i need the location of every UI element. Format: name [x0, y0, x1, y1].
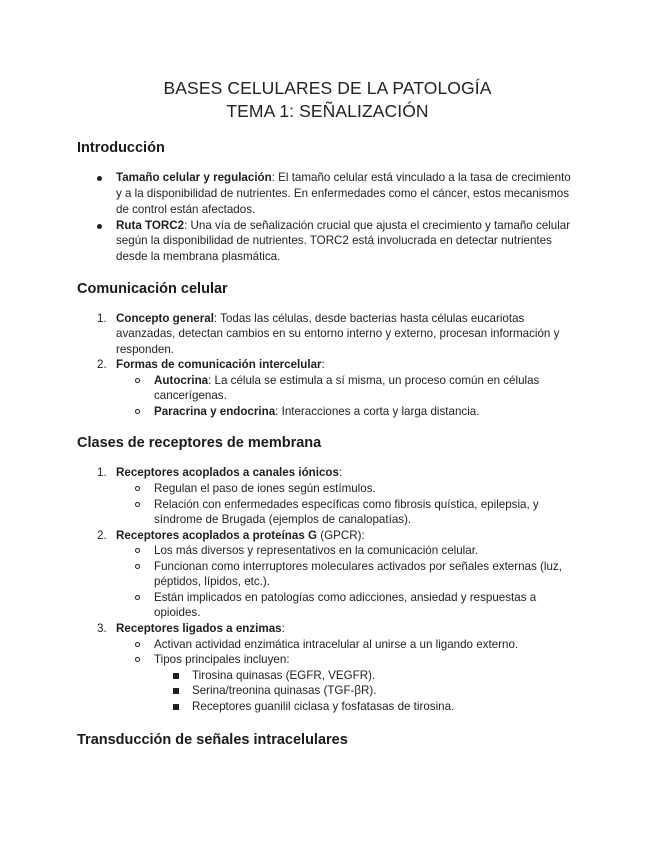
bullet-ring-icon	[135, 642, 140, 647]
bullet-ring-icon	[135, 564, 140, 569]
list-item: Activan actividad enzimática intracelular al unirse a un ligando externo.	[154, 638, 519, 651]
item-label: Receptores ligados a enzimas	[116, 622, 282, 635]
item-label: Receptores acoplados a proteínas G	[116, 529, 318, 542]
list-item: Tirosina quinasas (EGFR, VEGFR).	[192, 669, 376, 682]
list-item	[116, 621, 285, 637]
item-text-line: opioides.	[154, 606, 201, 619]
list-item	[116, 357, 325, 373]
list-item	[154, 404, 479, 420]
bullet-dot-icon	[97, 224, 102, 229]
heading-comunicacion: Comunicación celular	[77, 281, 228, 297]
item-text-line: cancerígenas.	[154, 389, 227, 402]
heading-receptores: Clases de receptores de membrana	[77, 435, 322, 451]
list-number: 1.	[97, 312, 107, 325]
item-label: Receptores acoplados a canales iónicos	[116, 466, 339, 479]
list-item: Los más diversos y representativos en la comunicación celular.	[154, 544, 479, 557]
item-label: Autocrina	[154, 374, 209, 387]
bullet-square-icon	[173, 704, 179, 710]
bullet-ring-icon	[135, 486, 140, 491]
item-text-line: y a la disponibilidad de nutrientes. En enfermedades como el cáncer, estos mecanismos	[116, 187, 570, 200]
item-text: :	[321, 358, 325, 371]
bullet-ring-icon	[135, 502, 140, 507]
bullet-square-icon	[173, 673, 179, 679]
list-item	[154, 373, 539, 389]
list-item	[116, 528, 365, 544]
document-title-line1: BASES CELULARES DE LA PATOLOGÍA	[163, 78, 492, 98]
bullet-dot-icon	[97, 176, 102, 181]
item-text-line: responden.	[116, 343, 175, 356]
item-text-line: avanzadas, detectan cambios en su entorno interno y externo, procesan información y	[116, 327, 560, 340]
list-number: 3.	[97, 622, 107, 635]
item-text-line: síndrome de Brugada (ejemplos de canalopatías).	[154, 513, 412, 526]
list-item: Relación con enfermedades específicas como fibrosis quística, epilepsia, y	[154, 498, 539, 511]
item-text: :	[338, 466, 343, 479]
item-text: : El tamaño celular está vinculado a la tasa de crecimiento	[271, 171, 571, 184]
list-item: Tipos principales incluyen:	[154, 653, 290, 666]
heading-transduccion: Transducción de señales intracelulares	[77, 732, 348, 748]
list-item: Funcionan como interruptores moleculares activados por señales externas (luz,	[154, 560, 562, 573]
list-item	[116, 218, 570, 234]
bullet-ring-icon	[135, 378, 140, 383]
bullet-square-icon	[173, 688, 179, 694]
bullet-ring-icon	[135, 657, 140, 662]
item-text-line: de control están afectados.	[116, 203, 256, 216]
list-item: Receptores guanilil ciclasa y fosfatasas de tirosina.	[192, 700, 455, 713]
list-item: Serina/treonina quinasas (TGF-βR).	[192, 684, 377, 697]
list-number: 1.	[97, 466, 107, 479]
item-text: : Una vía de señalización crucial que ajusta el crecimiento y tamaño celular	[184, 219, 571, 232]
item-label: Paracrina y endocrina	[154, 405, 276, 418]
list-item	[116, 170, 571, 186]
list-item: Están implicados en patologías como adicciones, ansiedad y respuestas a	[154, 591, 537, 604]
list-item: Regulan el paso de iones según estímulos.	[154, 482, 376, 495]
item-label: Ruta TORC2	[116, 219, 185, 232]
item-text: (GPCR):	[317, 529, 365, 542]
item-text: : Todas las células, desde bacterias hasta células eucariotas	[213, 312, 525, 325]
item-text: :	[281, 622, 285, 635]
item-text-line: péptidos, lípidos, etc.).	[154, 575, 270, 588]
document-title-line2: TEMA 1: SEÑALIZACIÓN	[226, 101, 429, 121]
bullet-ring-icon	[135, 595, 140, 600]
item-label: Formas de comunicación intercelular	[116, 358, 322, 371]
list-number: 2.	[97, 358, 107, 371]
item-label: Concepto general	[116, 312, 214, 325]
list-item	[116, 465, 342, 481]
item-label: Tamaño celular y regulación	[116, 171, 272, 184]
list-item	[116, 311, 524, 327]
item-text-line: desde la membrana plasmática.	[116, 250, 281, 263]
bullet-ring-icon	[135, 548, 140, 553]
item-text-line: según la disponibilidad de nutrientes. TORC2 está involucrada en detectar nutrientes	[116, 234, 552, 247]
item-text: : Interacciones a corta y larga distancia.	[275, 405, 480, 418]
heading-introduccion: Introducción	[77, 140, 165, 156]
bullet-ring-icon	[135, 409, 140, 414]
list-number: 2.	[97, 529, 107, 542]
item-text: : La célula se estimula a sí misma, un proceso común en células	[208, 374, 540, 387]
